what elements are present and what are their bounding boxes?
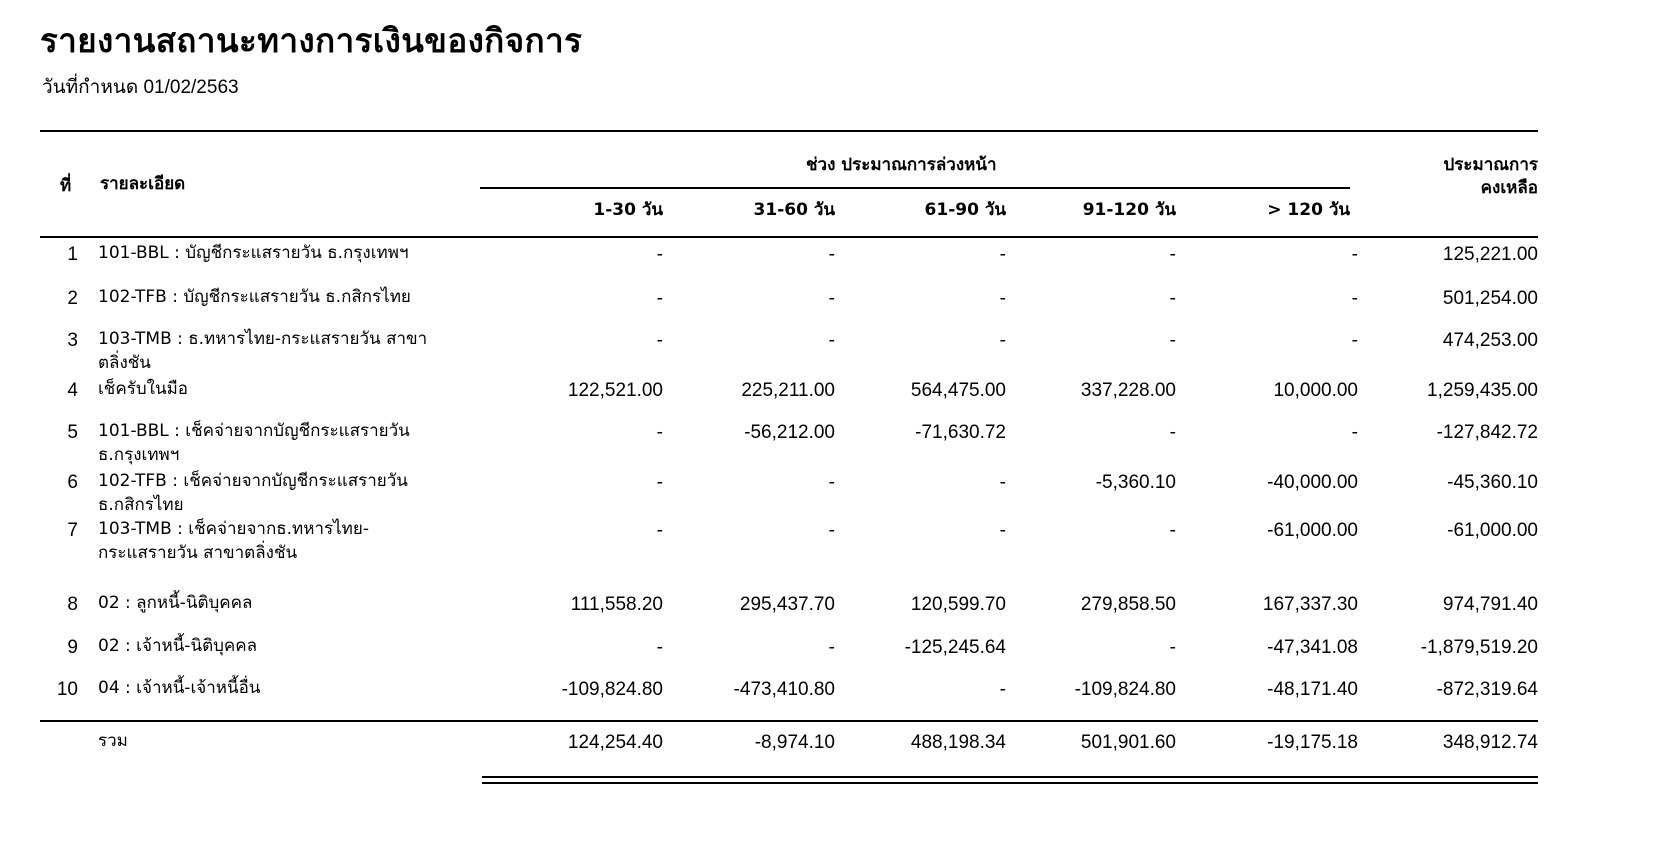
cell-31-60: -56,212.00: [744, 422, 835, 443]
cell-over-120: -40,000.00: [1267, 472, 1358, 493]
cell-over-120: -48,171.40: [1267, 679, 1358, 700]
cell-31-60: -: [828, 520, 835, 541]
cell-estimate-balance: -45,360.10: [1447, 472, 1538, 493]
header-period-4: 91-120 วัน: [1082, 200, 1176, 220]
row-detail: 02 : ลูกหนี้-นิติบุคคล: [98, 593, 253, 613]
total-61-90: 488,198.34: [910, 732, 1006, 753]
cell-over-120: -: [1351, 288, 1358, 309]
table-row: [0, 679, 1666, 719]
report-title: รายงานสถานะทางการเงินของกิจการ: [40, 21, 583, 60]
cell-91-120: 337,228.00: [1080, 380, 1176, 401]
cell-61-90: 564,475.00: [910, 380, 1006, 401]
cell-91-120: -: [1169, 330, 1176, 351]
row-number: 9: [67, 637, 78, 658]
row-detail: 101-BBL : เช็คจ่ายจากบัญชีกระแสรายวัน ธ.กรุงเทพฯ: [98, 421, 410, 465]
cell-61-90: -: [999, 330, 1006, 351]
cell-1-30: -: [656, 422, 663, 443]
cell-31-60: -: [828, 244, 835, 265]
row-number: 1: [67, 244, 78, 265]
header-period-2: 31-60 วัน: [753, 200, 835, 220]
row-number: 4: [67, 380, 78, 401]
cell-31-60: -: [828, 288, 835, 309]
cell-91-120: -: [1169, 422, 1176, 443]
cell-over-120: -61,000.00: [1267, 520, 1358, 541]
cell-61-90: 120,599.70: [910, 594, 1006, 615]
header-forecast-group: ช่วง ประมาณการล่วงหน้า: [806, 155, 997, 175]
cell-1-30: -109,824.80: [561, 679, 663, 700]
cell-estimate-balance: 474,253.00: [1442, 330, 1538, 351]
cell-31-60: -: [828, 472, 835, 493]
header-period-1: 1-30 วัน: [593, 200, 663, 220]
total-1-30: 124,254.40: [567, 732, 663, 753]
total-double-rule-upper: [482, 776, 1538, 778]
cell-over-120: 10,000.00: [1273, 380, 1358, 401]
cell-estimate-balance: 125,221.00: [1442, 244, 1538, 265]
cell-91-120: -: [1169, 244, 1176, 265]
cell-61-90: -125,245.64: [904, 637, 1006, 658]
row-number: 8: [67, 594, 78, 615]
table-row: [0, 637, 1666, 677]
table-row: [0, 380, 1666, 420]
cell-91-120: -: [1169, 520, 1176, 541]
cell-over-120: -: [1351, 422, 1358, 443]
row-detail: 02 : เจ้าหนี้-นิติบุคคล: [98, 636, 258, 656]
cell-31-60: 225,211.00: [741, 380, 835, 401]
table-row: [0, 471, 1666, 515]
cell-31-60: -: [828, 330, 835, 351]
top-rule: [40, 130, 1538, 132]
header-estimate-line2: คงเหลือ: [1480, 178, 1538, 198]
total-31-60: -8,974.10: [754, 732, 835, 753]
row-detail: 04 : เจ้าหนี้-เจ้าหนี้อื่น: [98, 678, 261, 698]
cell-estimate-balance: -127,842.72: [1436, 422, 1538, 443]
cell-1-30: -: [656, 244, 663, 265]
row-number: 6: [67, 472, 78, 493]
cell-over-120: -47,341.08: [1267, 637, 1358, 658]
table-row: [0, 421, 1666, 465]
cell-61-90: -: [999, 520, 1006, 541]
report-as-of-date: วันที่กำหนด 01/02/2563: [42, 77, 239, 98]
total-estimate-balance: 348,912.74: [1442, 732, 1538, 753]
cell-1-30: 111,558.20: [570, 594, 663, 615]
total-top-rule: [40, 720, 1538, 722]
total-label: รวม: [98, 731, 128, 751]
cell-91-120: 279,858.50: [1080, 594, 1176, 615]
header-estimate-line1: ประมาณการ: [1443, 155, 1538, 175]
cell-1-30: -: [656, 520, 663, 541]
cell-31-60: -473,410.80: [733, 679, 835, 700]
cell-61-90: -: [999, 679, 1006, 700]
table-row: [0, 594, 1666, 634]
header-bottom-rule: [40, 236, 1538, 238]
cell-estimate-balance: 1,259,435.00: [1427, 380, 1538, 401]
row-detail: เช็ครับในมือ: [98, 379, 188, 399]
cell-estimate-balance: 501,254.00: [1442, 288, 1538, 309]
table-row: [0, 329, 1666, 373]
table-row: [0, 288, 1666, 328]
cell-1-30: -: [656, 637, 663, 658]
cell-91-120: -5,360.10: [1095, 472, 1176, 493]
cell-61-90: -: [999, 288, 1006, 309]
row-detail: 102-TFB : เช็คจ่ายจากบัญชีกระแสรายวัน ธ.กสิกรไทย: [98, 471, 408, 515]
total-over-120: -19,175.18: [1267, 732, 1358, 753]
cell-1-30: -: [656, 330, 663, 351]
cell-91-120: -109,824.80: [1074, 679, 1176, 700]
cell-31-60: -: [828, 637, 835, 658]
table-row: [0, 519, 1666, 563]
row-detail: 101-BBL : บัญชีกระแสรายวัน ธ.กรุงเทพฯ: [98, 243, 409, 263]
cell-91-120: -: [1169, 288, 1176, 309]
cell-over-120: -: [1351, 330, 1358, 351]
cell-estimate-balance: -1,879,519.20: [1420, 637, 1538, 658]
table-row: [0, 244, 1666, 284]
row-number: 7: [67, 520, 78, 541]
row-detail: 102-TFB : บัญชีกระแสรายวัน ธ.กสิกรไทย: [98, 287, 411, 307]
cell-over-120: -: [1351, 244, 1358, 265]
cell-1-30: -: [656, 288, 663, 309]
cell-1-30: -: [656, 472, 663, 493]
cell-91-120: -: [1169, 637, 1176, 658]
row-detail: 103-TMB : เช็คจ่ายจากธ.ทหารไทย-กระแสรายวัน สาขาตลิ่งชัน: [98, 519, 369, 563]
cell-61-90: -: [999, 244, 1006, 265]
cell-estimate-balance: -61,000.00: [1447, 520, 1538, 541]
row-detail: 103-TMB : ธ.ทหารไทย-กระแสรายวัน สาขาตลิ่งชัน: [98, 329, 428, 373]
cell-estimate-balance: -872,319.64: [1436, 679, 1538, 700]
cell-1-30: 122,521.00: [567, 380, 663, 401]
cell-31-60: 295,437.70: [739, 594, 835, 615]
total-91-120: 501,901.60: [1080, 732, 1176, 753]
cell-61-90: -71,630.72: [915, 422, 1006, 443]
forecast-group-rule: [480, 187, 1350, 189]
header-period-3: 61-90 วัน: [924, 200, 1006, 220]
row-number: 10: [56, 679, 78, 700]
cell-estimate-balance: 974,791.40: [1442, 594, 1538, 615]
total-row: [0, 732, 1666, 772]
row-number: 3: [67, 330, 78, 351]
row-number: 5: [67, 422, 78, 443]
header-detail: รายละเอียด: [100, 174, 186, 194]
total-double-rule-lower: [482, 782, 1538, 784]
header-no: ที่: [60, 176, 72, 196]
cell-over-120: 167,337.30: [1262, 594, 1358, 615]
row-number: 2: [67, 288, 78, 309]
cell-61-90: -: [999, 472, 1006, 493]
header-period-5: > 120 วัน: [1267, 200, 1350, 220]
